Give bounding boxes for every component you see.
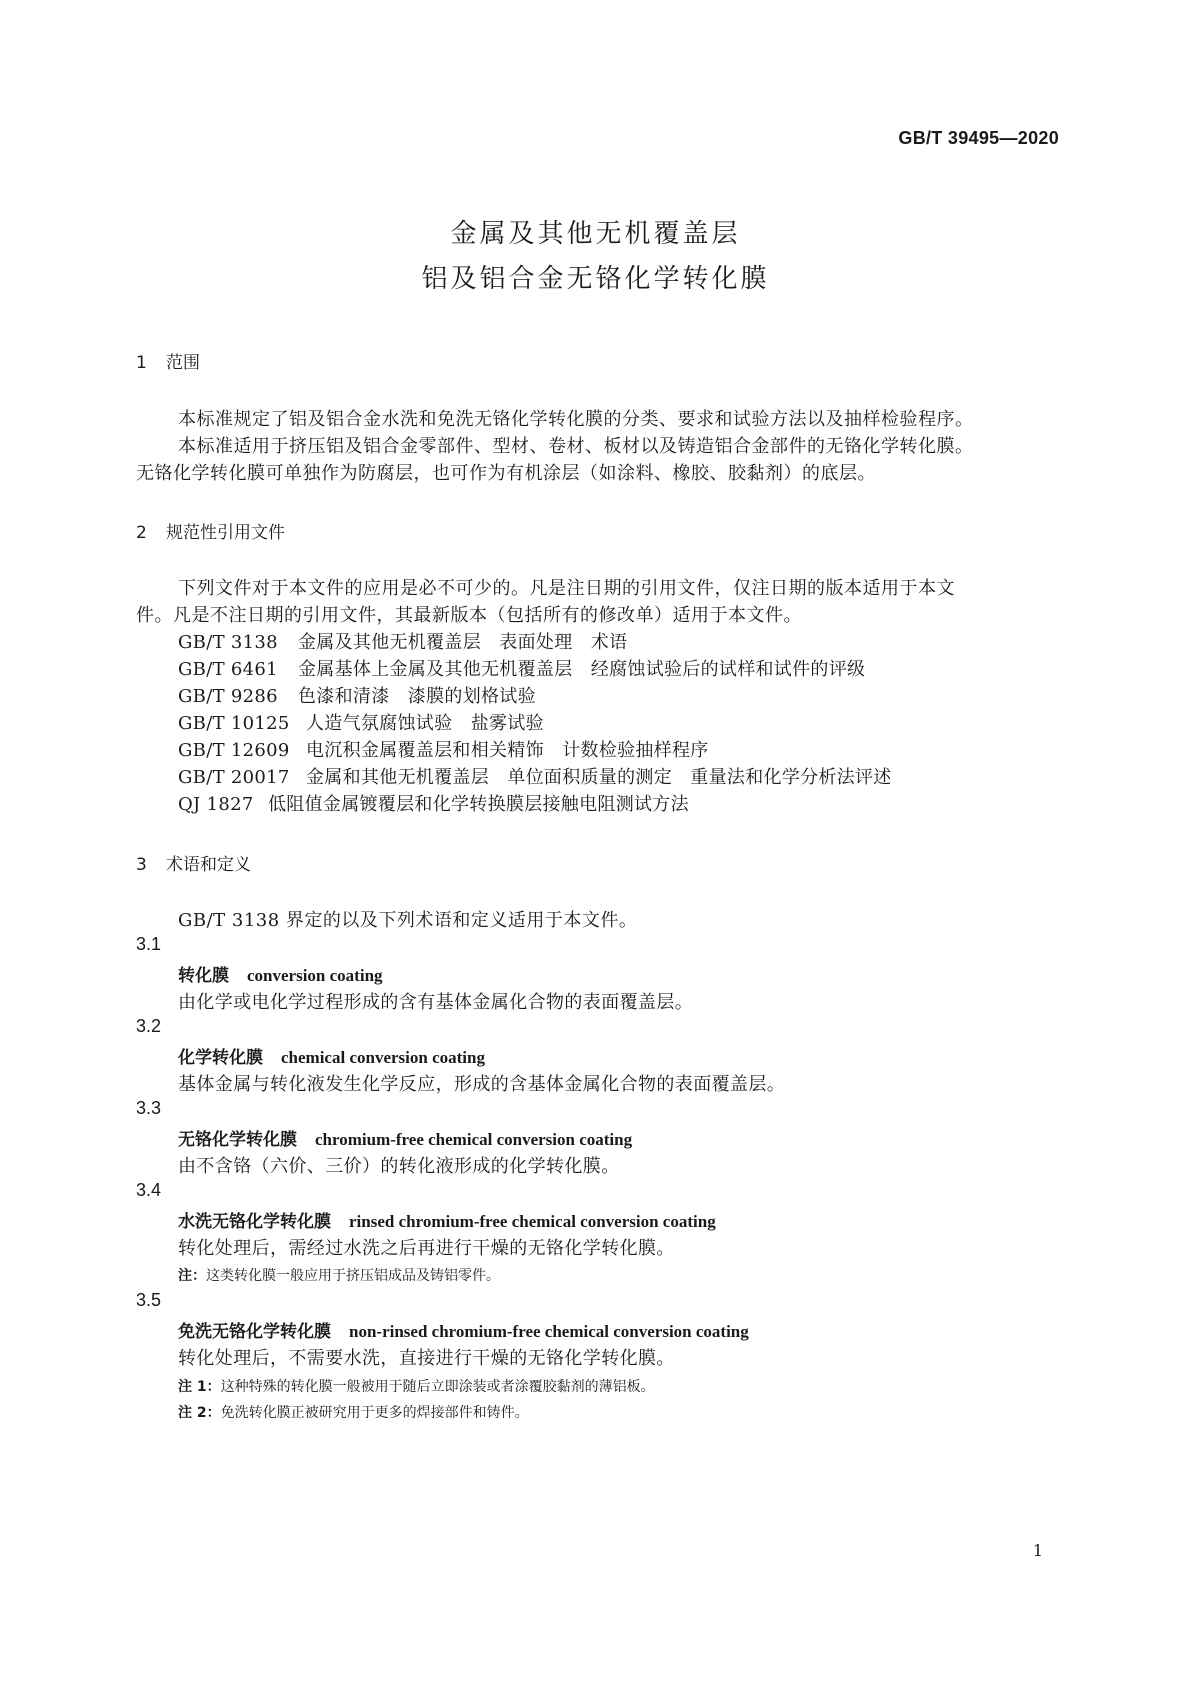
note-label: 注 2： bbox=[178, 1405, 221, 1421]
paragraph: 本标准规定了铝及铝合金水洗和免洗无铬化学转化膜的分类、要求和试验方法以及抽样检验程序。 bbox=[178, 409, 974, 430]
term-note bbox=[178, 1402, 529, 1422]
section-2-heading bbox=[136, 518, 285, 543]
term-heading bbox=[178, 1317, 749, 1342]
reference-title: 色漆和清漆 漆膜的划格试验 bbox=[298, 686, 536, 707]
term-zh: 转化膜 bbox=[178, 966, 229, 986]
section-1-heading bbox=[136, 348, 200, 373]
reference-title: 人造气氛腐蚀试验 盐雾试验 bbox=[306, 713, 544, 734]
reference-title: 电沉积金属覆盖层和相关精饰 计数检验抽样程序 bbox=[306, 740, 709, 761]
note-text: 这类转化膜一般应用于挤压铝成品及铸铝零件。 bbox=[206, 1268, 500, 1284]
term-en: rinsed chromium-free chemical conversion coating bbox=[349, 1212, 716, 1231]
term-definition: 由不含铬（六价、三价）的转化液形成的化学转化膜。 bbox=[178, 1156, 620, 1177]
reference-code: GB/T 10125 bbox=[178, 713, 290, 734]
reference-code: GB/T 6461 bbox=[178, 659, 278, 680]
reference-code: GB/T 20017 bbox=[178, 767, 290, 788]
section-number: 3 bbox=[136, 855, 147, 875]
term-definition: 基体金属与转化液发生化学反应，形成的含基体金属化合物的表面覆盖层。 bbox=[178, 1074, 786, 1095]
term-definition: 转化处理后，不需要水洗，直接进行干燥的无铬化学转化膜。 bbox=[178, 1348, 675, 1369]
note-text: 免洗转化膜正被研究用于更多的焊接部件和铸件。 bbox=[220, 1405, 529, 1421]
paragraph: 本标准适用于挤压铝及铝合金零部件、型材、卷材、板材以及铸造铝合金部件的无铬化学转化膜。 bbox=[178, 436, 974, 457]
term-en: chromium-free chemical conversion coating bbox=[315, 1130, 633, 1149]
reference-item bbox=[178, 790, 689, 816]
term-heading bbox=[178, 1043, 485, 1068]
term-note bbox=[178, 1265, 500, 1285]
term-en: chemical conversion coating bbox=[281, 1048, 485, 1067]
reference-code: QJ 1827 bbox=[178, 794, 254, 815]
reference-code: GB/T 12609 bbox=[178, 740, 290, 761]
note-label: 注 1： bbox=[178, 1379, 221, 1395]
section-number: 1 bbox=[136, 353, 147, 373]
note-label: 注： bbox=[178, 1268, 206, 1284]
term-en: non-rinsed chromium-free chemical conversion coating bbox=[349, 1322, 749, 1341]
note-text: 这种特殊的转化膜一般被用于随后立即涂装或者涂覆胶黏剂的薄铝板。 bbox=[220, 1379, 655, 1395]
paragraph: 无铬化学转化膜可单独作为防腐层，也可作为有机涂层（如涂料、橡胶、胶黏剂）的底层。 bbox=[136, 463, 876, 484]
term-en: conversion coating bbox=[247, 966, 383, 985]
reference-title: 金属基体上金属及其他无机覆盖层 经腐蚀试验后的试样和试件的评级 bbox=[298, 659, 866, 680]
term-number: 3.5 bbox=[136, 1290, 162, 1310]
term-number: 3.3 bbox=[136, 1098, 162, 1118]
term-zh: 水洗无铬化学转化膜 bbox=[178, 1212, 331, 1232]
reference-item bbox=[178, 736, 709, 762]
standard-code: GB/T 39495—2020 bbox=[898, 128, 1059, 148]
reference-title: 低阻值金属镀覆层和化学转换膜层接触电阻测试方法 bbox=[268, 794, 689, 815]
term-heading bbox=[178, 961, 383, 986]
page-number: 1 bbox=[1032, 1541, 1043, 1560]
reference-title: 金属和其他无机覆盖层 单位面积质量的测定 重量法和化学分析法评述 bbox=[306, 767, 892, 788]
document-title-line1: 金属及其他无机覆盖层 bbox=[450, 219, 741, 249]
term-zh: 免洗无铬化学转化膜 bbox=[178, 1322, 331, 1342]
reference-item bbox=[178, 709, 544, 735]
term-heading bbox=[178, 1207, 716, 1232]
paragraph: 件。凡是不注日期的引用文件，其最新版本（包括所有的修改单）适用于本文件。 bbox=[136, 605, 802, 626]
reference-item bbox=[178, 655, 865, 681]
term-number: 3.2 bbox=[136, 1016, 162, 1036]
reference-item bbox=[178, 763, 892, 789]
term-definition: 转化处理后，需经过水洗之后再进行干燥的无铬化学转化膜。 bbox=[178, 1238, 675, 1259]
document-title-line2: 铝及铝合金无铬化学转化膜 bbox=[421, 264, 770, 294]
reference-item bbox=[178, 682, 536, 708]
section-number: 2 bbox=[136, 523, 147, 543]
section-title: 术语和定义 bbox=[166, 855, 251, 875]
term-zh: 无铬化学转化膜 bbox=[178, 1130, 297, 1150]
term-number: 3.4 bbox=[136, 1180, 162, 1200]
term-definition: 由化学或电化学过程形成的含有基体金属化合物的表面覆盖层。 bbox=[178, 992, 694, 1013]
term-zh: 化学转化膜 bbox=[178, 1048, 263, 1068]
term-number: 3.1 bbox=[136, 934, 162, 954]
reference-title: 金属及其他无机覆盖层 表面处理 术语 bbox=[298, 632, 628, 653]
paragraph: GB/T 3138 界定的以及下列术语和定义适用于本文件。 bbox=[178, 910, 638, 931]
paragraph: 下列文件对于本文件的应用是必不可少的。凡是注日期的引用文件，仅注日期的版本适用于本文 bbox=[178, 578, 955, 599]
reference-item bbox=[178, 628, 627, 654]
section-title: 范围 bbox=[166, 353, 200, 373]
term-heading bbox=[178, 1125, 632, 1150]
reference-code: GB/T 9286 bbox=[178, 686, 278, 707]
section-3-heading bbox=[136, 850, 251, 875]
section-title: 规范性引用文件 bbox=[166, 523, 285, 543]
reference-code: GB/T 3138 bbox=[178, 632, 278, 653]
term-note bbox=[178, 1376, 655, 1396]
